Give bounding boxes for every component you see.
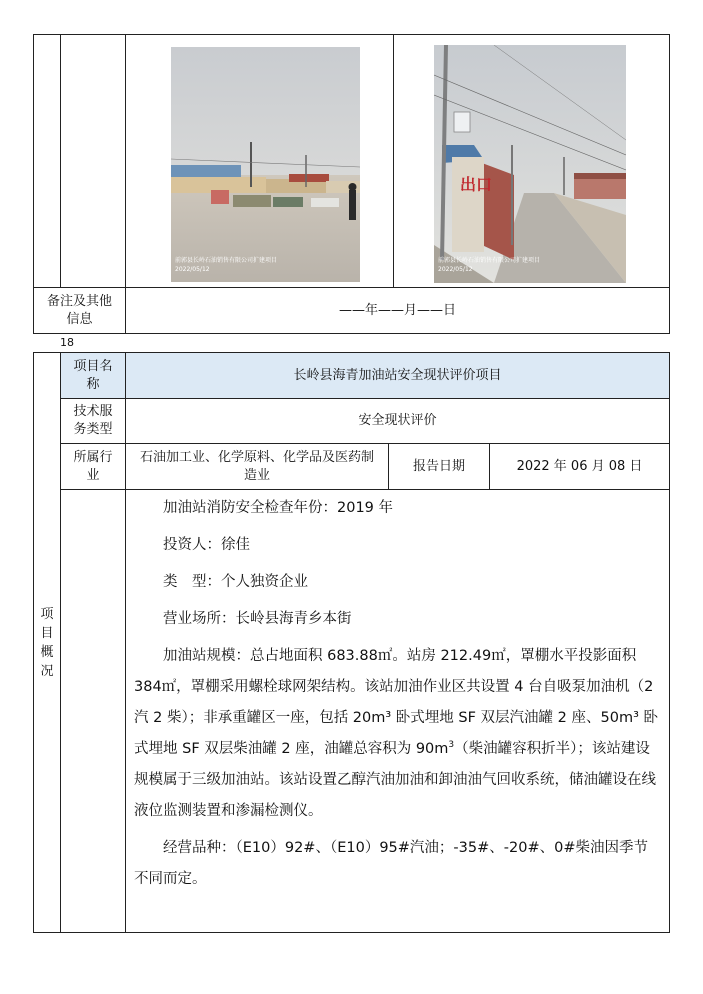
overview-scale-part1: 加油站规模：总占地面积 683.88㎡。站房 212.49㎡，罩棚水平投影面积 384㎡，罩棚采用螺栓球网架结构。该站加油作业区共设置 4 台自吸泵加油机（2汽 2 柴）；非承重罐区一座，包括 20m³ 卧式埋地 SF 双层汽油罐 2 座、50m³ 卧式埋地 SF 双层柴油罐 2 座，油罐总容积为 90m: [134, 648, 659, 757]
project-name-value: 长岭县海青加油站安全现状评价项目: [293, 367, 502, 383]
site-photo-right: [434, 45, 626, 283]
overview-investor: 投资人：徐佳: [163, 537, 250, 553]
remarks-date-placeholder: ——年——月——日: [338, 302, 456, 318]
overview-scale: [134, 641, 662, 827]
project-overview-label: [37, 605, 57, 681]
overview-scale-superscript: 3: [448, 740, 455, 751]
service-type-value: 安全现状评价: [358, 413, 437, 428]
overview-label-text: 项目概况: [40, 607, 54, 679]
overview-content: [134, 493, 662, 895]
entry-number: 18: [60, 336, 74, 349]
overview-scale-part2: （柴油罐容积折半）；该站建设规模属于三级加油站。该站设置乙醇汽油加油和卸油油气回收系统，储油罐设在线液位监测装置和渗漏检测仪。: [134, 741, 656, 819]
remarks-label: 备注及其他信息: [46, 293, 112, 327]
photo-caption-line1: 前郭县长岭石油销售有限公司扩建项目: [175, 257, 278, 264]
overview-fire-check-year: 加油站消防安全检查年份：2019 年: [163, 500, 394, 516]
report-date-label: 报告日期: [412, 458, 465, 474]
project-name-label: 项目名称: [73, 358, 113, 392]
exit-sign-text: 出口: [460, 175, 493, 194]
yard-scene-image: [171, 47, 360, 282]
overview-type: 类 型：个人独资企业: [163, 574, 308, 590]
photo-caption-line1: 前郭县长岭石油销售有限公司扩建项目: [438, 257, 541, 264]
photo-caption-line2: 2022/05/12: [438, 266, 473, 273]
exit-road-image: [434, 45, 626, 283]
overview-products: 经营品种：（E10）92#、（E10）95#汽油；-35#、-20#、0#柴油因季节不同而定。: [134, 840, 648, 887]
industry-value: 石油加工业、化学原料、化学品及医药制造业: [139, 449, 374, 483]
site-photo-left: [171, 47, 360, 282]
photo-caption-line2: 2022/05/12: [175, 266, 210, 273]
service-type-label: 技术服务类型: [73, 404, 113, 437]
overview-business-location: 营业场所：长岭县海青乡本街: [163, 611, 352, 627]
industry-label: 所属行业: [73, 449, 113, 483]
report-date-value: 2022 年 06 月 08 日: [516, 458, 643, 474]
